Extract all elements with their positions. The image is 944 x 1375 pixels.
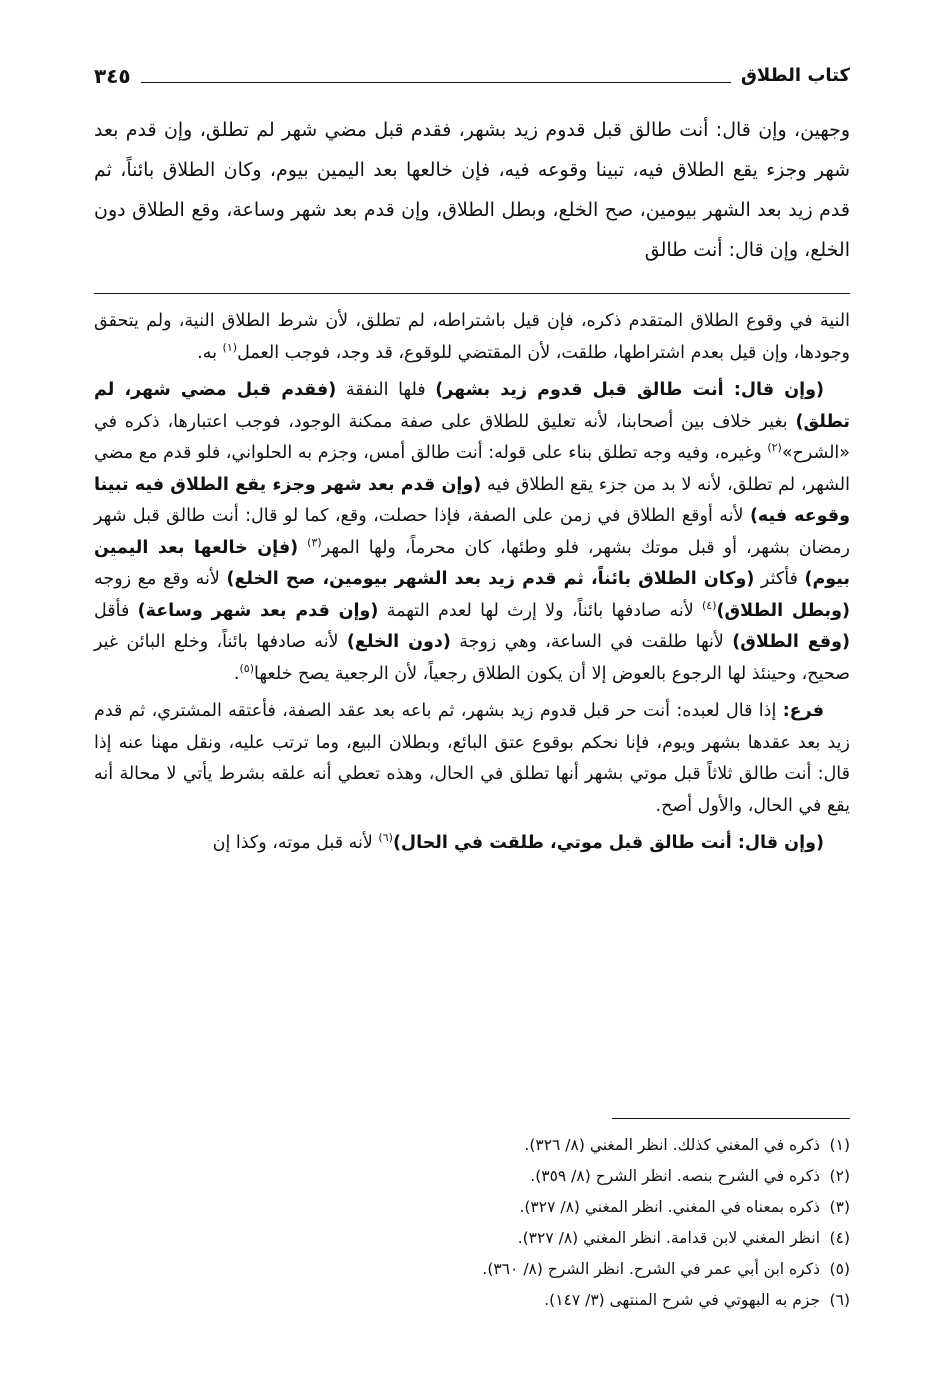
- matn-divider: [94, 293, 850, 294]
- commentary-paragraph-1: [94, 306, 850, 369]
- commentary-text: به.: [197, 342, 223, 363]
- footnotes: [94, 1130, 850, 1316]
- commentary-paragraph-4: [94, 828, 850, 860]
- footnote-text: ذكره في الشرح بنصه. انظر الشرح (٨/ ٣٥٩).: [530, 1167, 820, 1185]
- commentary-text: لأنها طلقت في الساعة، وهي زوجة: [450, 632, 733, 652]
- commentary-text: لأنه صادفها بائناً، ولا إرث لها لعدم التهمة: [378, 600, 702, 621]
- commentary-text: بغير خلاف بين أصحابنا، لأنه تعليق للطلاق على صفة ممكنة الوجود، فوجب اعتبارها، ذكره في «الشرح»: [94, 411, 850, 463]
- quoted-matn: (وإن قال: أنت طالق قبل موتي، طلقت في الحال): [392, 833, 824, 853]
- footnote-ref-2[interactable]: (٢): [767, 441, 782, 455]
- footnote-number: (١): [829, 1136, 850, 1154]
- footnote-item: [94, 1130, 850, 1161]
- commentary-text: فأقل: [94, 600, 138, 621]
- commentary-text: لأنه قبل موته، وكذا إن: [212, 833, 379, 853]
- footnote-text: ذكره ابن أبي عمر في الشرح. انظر الشرح (٨/ ٣٦٠).: [482, 1260, 820, 1278]
- commentary-text: إذا قال لعبده: أنت حر قبل قدوم زيد بشهر، ثم باعه بعد عقد الصفة، فأعتقه المشتري، ثم قدم زيد بعد عقدها بشهر ويوم، فإنا نحكم بوقوع عتق البائع، وبطلان البيع، وما ترتب عليه، ونقل مهنا عنه إذا قال: أنت طالق ثلاثاً قبل موتي بشهر أنها تطلق في الحال، وهذه تعطي أنه علقه بشرط يأتي لا محالة أنه يقع في الحال، والأول أصح.: [94, 701, 850, 816]
- branch-label: فرع:: [782, 701, 824, 721]
- commentary-text: لأنه صادفها بائناً، وخلع البائن غير صحيح، وحينئذ لها الرجوع بالعوض إلا أن يكون الطلاق رجعياً، لأن الرجعية يصح خلعها: [94, 632, 850, 684]
- footnote-rule: [612, 1118, 850, 1119]
- commentary-text: .: [233, 663, 240, 684]
- footnote-number: (٢): [829, 1167, 850, 1185]
- quoted-matn: (دون الخلع): [346, 632, 451, 652]
- footnote-ref-4[interactable]: (٤): [702, 598, 717, 612]
- quoted-matn: (وإن قدم بعد شهر وساعة): [137, 600, 379, 621]
- commentary-text: النية في وقوع الطلاق المتقدم ذكره، فإن قيل باشتراطه، لم تطلق، لأن شرط الطلاق النية، ولم يتحقق وجودها، وإن قيل بعدم اشتراطها، طلقت، لأن المقتضي للوقوع، قد وجد، فوجب العمل: [94, 311, 850, 363]
- footnote-number: (٦): [829, 1291, 850, 1309]
- footnote-number: (٣): [829, 1198, 850, 1216]
- matn-text: [94, 110, 850, 270]
- commentary-text: فلها النفقة: [336, 380, 436, 400]
- commentary-text: لأنه وقع مع زوجه: [94, 569, 227, 589]
- quoted-matn: (وبطل الطلاق): [716, 600, 850, 621]
- quoted-matn: (فإن خالعها بعد اليمين بيوم): [94, 537, 850, 589]
- footnote-text: ذكره في المغني كذلك. انظر المغني (٨/ ٣٢٦).: [524, 1136, 820, 1154]
- footnote-text: انظر المغني لابن قدامة. انظر المغني (٨/ ٣٢٧).: [517, 1229, 820, 1247]
- header-rule: [141, 82, 731, 83]
- commentary-text: وغيره، وفيه وجه تطلق بناء على قوله: أنت طالق أمس، وجزم به الحلواني، فلو قدم مع مضي الشهر، لم تطلق، لأنه لا بد من جزء يقع الطلاق فيه: [94, 443, 850, 495]
- quoted-matn: (وقع الطلاق): [732, 632, 850, 652]
- commentary-text: لأنه أوقع الطلاق في زمن على الصفة، فإذا حصلت، وقع، كما لو قال: أنت طالق قبل شهر رمضان بشهر، أو قبل موتك بشهر، فلو وطئها، كان محرماً، ولها المهر: [94, 506, 850, 558]
- commentary-paragraph-2: [94, 375, 850, 690]
- footnote-ref-5[interactable]: (٥): [239, 661, 255, 675]
- matn-paragraph: وجهين، وإن قال: أنت طالق قبل قدوم زيد بشهر، فقدم قبل مضي شهر لم تطلق، وإن قدم بعد شهر وجزء يقع الطلاق فيه، تبينا وقوعه فيه، فإن خالعها بعد اليمين بيوم، وكان الطلاق بائناً، ثم قدم زيد بعد الشهر بيومين، صح الخلع، وبطل الطلاق، وإن قدم بعد شهر وساعة، وقع الطلاق دون الخلع، وإن قال: أنت طالق: [94, 119, 850, 261]
- footnote-text: جزم به البهوتي في شرح المنتهى (٣/ ١٤٧).: [544, 1291, 820, 1309]
- page-number: ٣٤٥: [94, 64, 131, 88]
- footnote-item: [94, 1223, 850, 1254]
- running-header: [94, 50, 850, 92]
- quoted-matn: (وإن قال: أنت طالق قبل قدوم زيد بشهر): [435, 380, 825, 400]
- footnote-item: [94, 1254, 850, 1285]
- footnote-text: ذكره بمعناه في المغني. انظر المغني (٨/ ٣٢٧).: [519, 1198, 820, 1216]
- footnote-item: [94, 1192, 850, 1223]
- footnote-ref-6[interactable]: (٦): [378, 831, 393, 845]
- footnote-number: (٥): [829, 1260, 850, 1278]
- quoted-matn: (فقدم قبل مضي شهر، لم تطلق): [94, 380, 850, 432]
- commentary-text: [298, 538, 307, 558]
- quoted-matn: (وإن قدم بعد شهر وجزء يقع الطلاق فيه تبينا وقوعه فيه): [94, 474, 850, 526]
- commentary-paragraph-3: [94, 696, 850, 822]
- quoted-matn: (وكان الطلاق بائناً، ثم قدم زيد بعد الشهر بيومين، صح الخلع): [226, 569, 755, 589]
- chapter-title: كتاب الطلاق: [740, 65, 850, 86]
- footnote-ref-3[interactable]: (٣): [307, 535, 322, 549]
- footnote-number: (٤): [829, 1229, 850, 1247]
- commentary-text: فأكثر: [754, 569, 805, 589]
- sharh-commentary: [94, 306, 850, 860]
- footnote-item: [94, 1285, 850, 1316]
- footnote-item: [94, 1161, 850, 1192]
- footnote-ref-1[interactable]: (١): [222, 340, 238, 354]
